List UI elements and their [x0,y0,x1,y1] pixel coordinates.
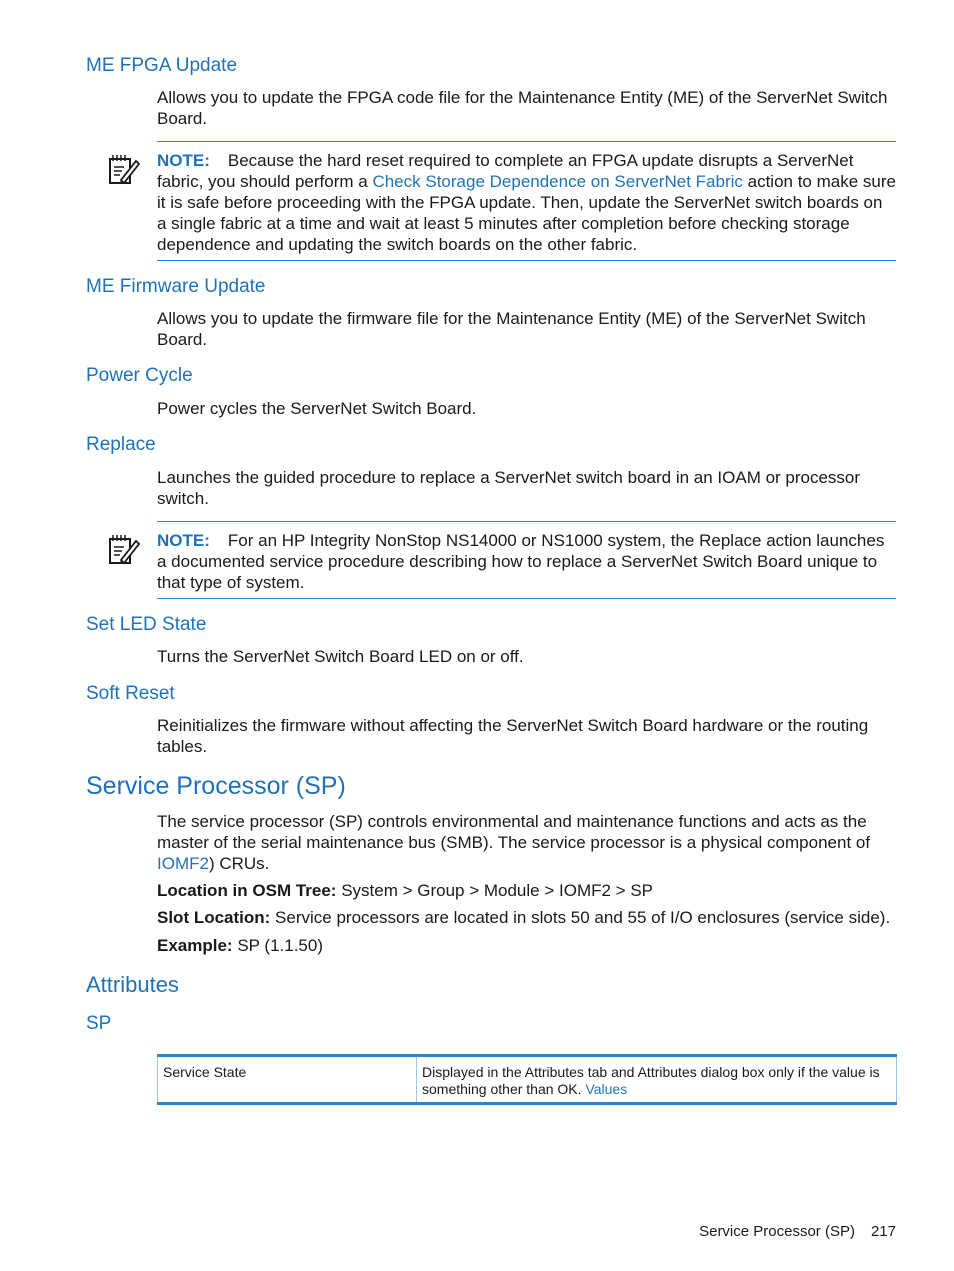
heading-set-led-state: Set LED State [86,614,207,635]
attribute-description-text: Displayed in the Attributes tab and Attributes dialog box only if the value is something other than OK. [422,1064,880,1097]
slot-label: Slot Location: [157,908,271,927]
values-link[interactable]: Values [585,1081,628,1097]
note-label: NOTE: [157,151,210,170]
service-processor-description [157,811,897,874]
example-label: Example: [157,936,233,955]
location-label: Location in OSM Tree: [157,881,337,900]
heading-me-firmware-update: ME Firmware Update [86,276,266,297]
example [157,935,897,956]
note-text: For an HP Integrity NonStop NS14000 or NS1000 system, the Replace action launches a documented service procedure describing how to replace a ServerNet Switch Board unique to that type of system. [157,531,885,592]
example-value: SP (1.1.50) [232,936,323,955]
check-storage-dependence-link[interactable]: Check Storage Dependence on ServerNet Fabric [372,172,743,191]
attribute-name: Service State [158,1056,417,1104]
sp-text-before: The service processor (SP) controls environmental and maintenance functions and acts as the master of the serial maintenance bus (SMB). The service processor is a physical component of [157,812,871,852]
heading-me-fpga-update: ME FPGA Update [86,55,238,76]
heading-attributes: Attributes [86,972,179,997]
iomf2-link[interactable]: IOMF2 [157,854,209,873]
heading-replace: Replace [86,434,156,455]
location-value: System > Group > Module > IOMF2 > SP [336,881,653,900]
note-text-after: action to make sure it is safe before proceeding with the FPGA update. Then, update the ServerNet switch boards on a single fabric at a time and wait at least 5 minutes after completion before checking storage dependence and updating the switch boards on the other fabric. [157,172,896,254]
slot-value: Service processors are located in slots 50 and 55 of I/O enclosures (service side). [270,908,891,927]
sp-text-after: ) CRUs. [208,854,270,873]
location-in-osm-tree [157,880,897,901]
note-text-before: Because the hard reset required to complete an FPGA update disrupts a ServerNet fabric, you should perform a [157,151,854,191]
set-led-state-description: Turns the ServerNet Switch Board LED on or off. [157,647,524,666]
note-pencil-icon [107,153,141,187]
heading-soft-reset: Soft Reset [86,683,175,704]
attributes-table [157,1054,897,1105]
note-pencil-icon [107,533,141,567]
me-fpga-update-description: Allows you to update the FPGA code file for the Maintenance Entity (ME) of the ServerNet Switch Board. [157,88,888,128]
slot-location [157,907,897,928]
me-firmware-update-description: Allows you to update the firmware file for the Maintenance Entity (ME) of the ServerNet Switch Board. [157,309,866,349]
note-fpga-hard-reset [157,141,896,261]
heading-service-processor: Service Processor (SP) [86,772,346,800]
heading-power-cycle: Power Cycle [86,365,193,386]
page-footer [650,1222,896,1242]
footer-title: Service Processor (SP) [699,1223,855,1240]
attribute-description [417,1056,897,1104]
power-cycle-description: Power cycles the ServerNet Switch Board. [157,399,477,418]
note-label: NOTE: [157,531,210,550]
replace-description: Launches the guided procedure to replace a ServerNet switch board in an IOAM or processor switch. [157,468,861,508]
soft-reset-description: Reinitializes the firmware without affecting the ServerNet Switch Board hardware or the routing tables. [157,716,869,756]
table-row [158,1056,897,1104]
note-replace-ns14000 [157,521,896,599]
heading-sp-attributes: SP [86,1013,112,1034]
page-number: 217 [870,1223,896,1240]
